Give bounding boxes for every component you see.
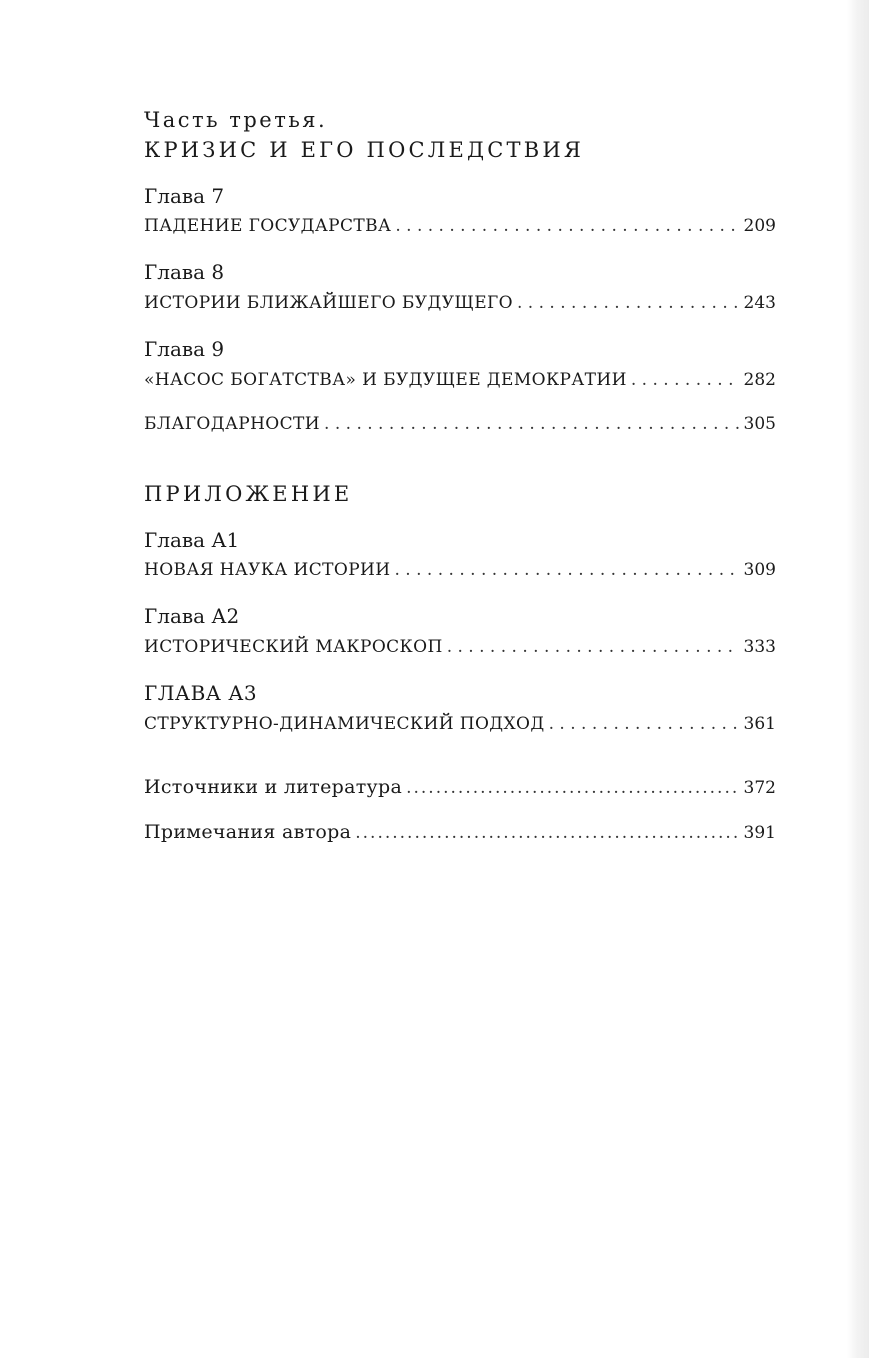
chapter-label-8: Глава 8 [144,260,225,284]
appendix-title: ПРИЛОЖЕНИЕ [144,482,353,506]
toc-entry-title: ИСТОРИЧЕСКИЙ МАКРОСКОП [144,637,443,657]
toc-entry-page: 361 [743,714,776,734]
toc-entry-chapter-a2[interactable] [144,637,776,657]
chapter-label-7: Глава 7 [144,184,225,208]
toc-entry-title: ПАДЕНИЕ ГОСУДАРСТВА [144,216,392,236]
part-label: Часть третья. [144,108,328,132]
toc-entry-page: 333 [743,637,776,657]
toc-entry-chapter-a3[interactable] [144,714,776,734]
toc-entry-page: 243 [743,293,776,313]
dot-leader [447,637,740,657]
dot-leader [394,560,739,580]
toc-entry-page: 282 [743,370,776,390]
toc-entry-page: 309 [743,560,776,580]
toc-entry-page: 209 [743,216,776,236]
dot-leader [324,414,740,434]
toc-entry-author-notes[interactable] [144,821,776,843]
page-edge-shadow [847,0,869,1358]
toc-entry-sources[interactable] [144,776,776,798]
dot-leader [549,714,740,734]
dot-leader [406,778,739,798]
toc-entry-page: 391 [743,823,776,843]
toc-entry-chapter-a1[interactable] [144,560,776,580]
chapter-label-a1: Глава А1 [144,528,240,552]
toc-entry-title: Источники и литература [144,776,403,798]
dot-leader [355,823,739,843]
part-title: КРИЗИС И ЕГО ПОСЛЕДСТВИЯ [144,138,585,162]
toc-entry-page: 372 [743,778,776,798]
toc-entry-title: СТРУКТУРНО-ДИНАМИЧЕСКИЙ ПОДХОД [144,714,545,734]
toc-entry-chapter-7[interactable] [144,216,776,236]
toc-entry-title: БЛАГОДАРНОСТИ [144,414,321,434]
dot-leader [395,216,739,236]
chapter-label-a2: Глава А2 [144,604,240,628]
toc-entry-chapter-9[interactable] [144,370,776,390]
toc-entry-title: НОВАЯ НАУКА ИСТОРИИ [144,560,391,580]
toc-entry-title: «НАСОС БОГАТСТВА» И БУДУЩЕЕ ДЕМОКРАТИИ [144,370,627,390]
toc-entry-page: 305 [743,414,776,434]
dot-leader [631,370,740,390]
chapter-label-9: Глава 9 [144,337,225,361]
toc-entry-title: ИСТОРИИ БЛИЖАЙШЕГО БУДУЩЕГО [144,293,513,313]
toc-entry-acknowledgements[interactable] [144,414,776,434]
chapter-label-a3: ГЛАВА А3 [144,681,258,705]
dot-leader [517,293,740,313]
toc-entry-chapter-8[interactable] [144,293,776,313]
toc-entry-title: Примечания автора [144,821,352,843]
